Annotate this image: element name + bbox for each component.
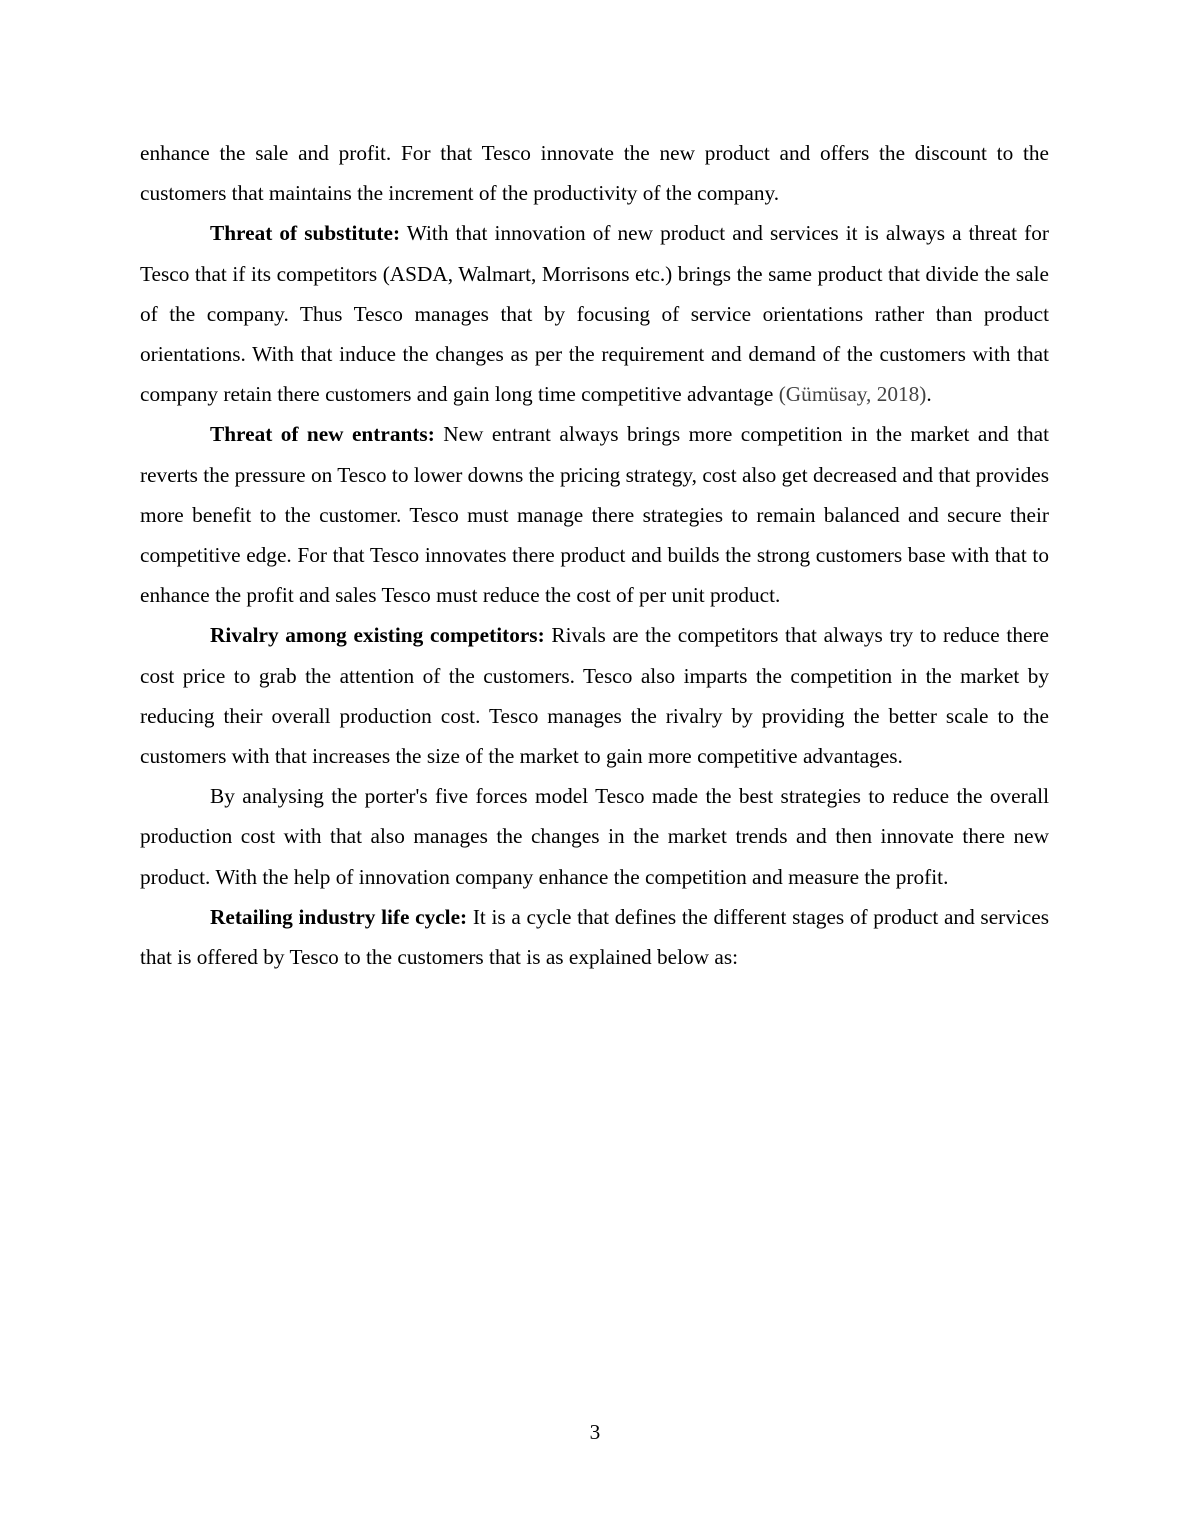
paragraph-text: enhance the sale and profit. For that Tesco innovate the new product and offers the discount to the customers that maintains the increment of the productivity of the company. (140, 141, 1049, 206)
paragraph-end: . (926, 382, 932, 407)
paragraph-text: By analysing the porter's five forces model Tesco made the best strategies to reduce the overall production cost with that also manages the changes in the market trends and then innovate there new product. With the help of innovation company enhance the competition and measure the profit. (140, 784, 1049, 889)
paragraph-heading: Threat of substitute: (210, 221, 401, 246)
paragraph-text: New entrant always brings more competition in the market and that reverts the pressure on Tesco to lower downs the pricing strategy, cost also get decreased and that provides more benefit to the customer. Tesco must manage there strategies to remain balanced and secure their competitive edge. For that Tesco innovates there product and builds the strong customers base with that to enhance the profit and sales Tesco must reduce the cost of per unit product. (140, 422, 1049, 608)
paragraph-porters-summary (140, 776, 1049, 897)
paragraph-text: It is a cycle that defines the different stages of product and services that is offered by Tesco to the customers that is as explained below as: (140, 904, 1049, 970)
paragraph-rivalry (140, 615, 1049, 776)
paragraph-text: Rivals are the competitors that always try to reduce there cost price to grab the attention of the customers. Tesco also imparts the competition in the market by reducing their overall production cost. Tesco manages the rivalry by providing the better scale to the customers with that increases the size of the market to gain more competitive advantages. (140, 623, 1049, 769)
document-body (140, 133, 1049, 977)
paragraph-heading: Threat of new entrants: (210, 422, 435, 447)
paragraph-text: With that innovation of new product and services it is always a threat for Tesco that if its competitors (ASDA, Walmart, Morrisons etc.) brings the same product that divide the sale of the company. Thus Tesco manages that by focusing of service orientations rather than product orientations. With that induce the changes as per the requirement and demand of the customers with that company retain there customers and gain long time competitive advantage (140, 221, 1049, 407)
paragraph-threat-of-new-entrants (140, 414, 1049, 615)
paragraph-threat-of-substitute (140, 213, 1049, 414)
paragraph-retailing-life-cycle (140, 897, 1049, 977)
citation: (Gümüsay, 2018) (778, 382, 927, 407)
page-number: 3 (589, 1420, 601, 1444)
paragraph-continuation (140, 133, 1049, 213)
paragraph-heading: Rivalry among existing competitors: (210, 623, 545, 648)
paragraph-heading: Retailing industry life cycle: (210, 904, 468, 929)
